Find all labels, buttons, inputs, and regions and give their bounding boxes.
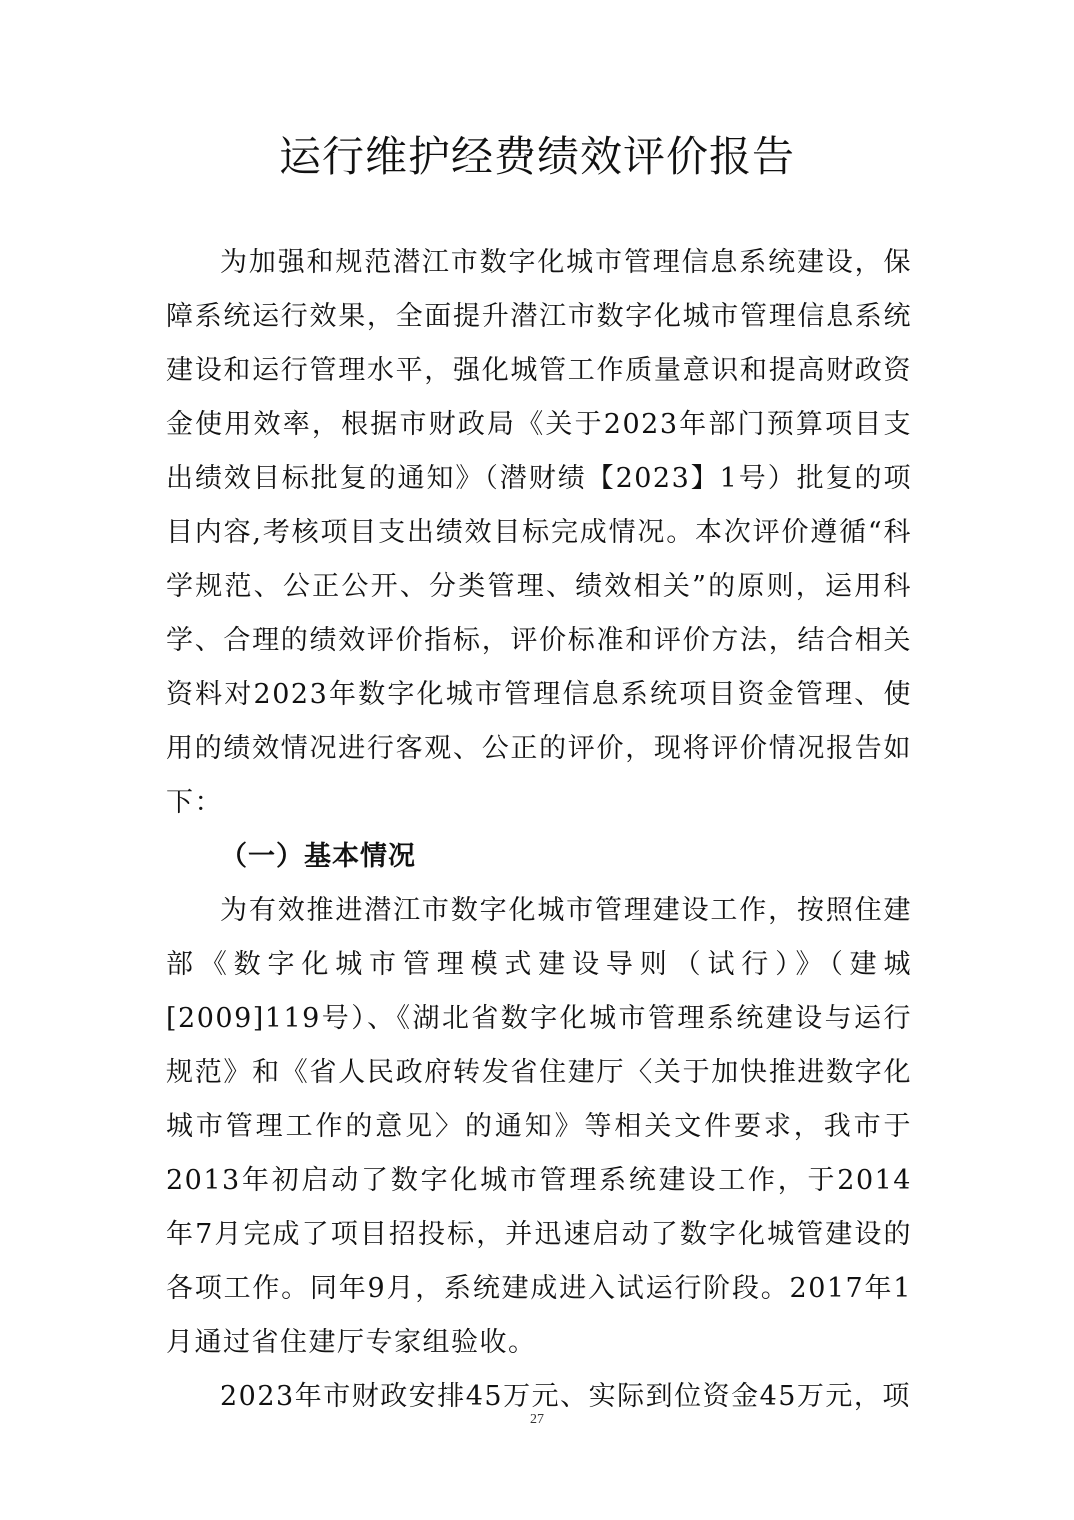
section-heading-basic-info: （一）基本情况 <box>220 841 416 872</box>
section-paragraph-background: 为有效推进潜江市数字化城市管理建设工作，按照住建部《数字化城市管理模式建设导则（试行）》（建城[2009]119号）、《湖北省数字化城市管理系统建设与运行规范》和《省人民政府转发省住建厅〈关于加快推进数字化城市管理工作的意见〉的通知》等相关文件要求，我市于2013年初启动了数字化城市管理系统建设工作，于2014年7月完成了项目招投标，并迅速启动了数字化城管建设的各项工作。同年9月，系统建成进入试运行阶段。2017年1月通过省住建厅专家组验收。 <box>166 895 912 1358</box>
intro-paragraph: 为加强和规范潜江市数字化城市管理信息系统建设，保障系统运行效果，全面提升潜江市数字化城市管理信息系统建设和运行管理水平，强化城管工作质量意识和提高财政资金使用效率，根据市财政局《关于2023年部门预算项目支出绩效目标批复的通知》（潜财绩【2023】1号）批复的项目内容,考核项目支出绩效目标完成情况。本次评价遵循“科学规范、公正公开、分类管理、绩效相关”的原则，运用科学、合理的绩效评价指标，评价标准和评价方法，结合相关资料对2023年数字化城市管理信息系统项目资金管理、使用的绩效情况进行客观、公正的评价，现将评价情况报告如下： <box>166 247 912 818</box>
page-number: 27 <box>530 1412 544 1427</box>
document-title: 运行维护经费绩效评价报告 <box>278 132 795 181</box>
document-body <box>166 236 912 1424</box>
section-paragraph-funding: 2023年市财政安排45万元、实际到位资金45万元，项 <box>220 1381 911 1412</box>
